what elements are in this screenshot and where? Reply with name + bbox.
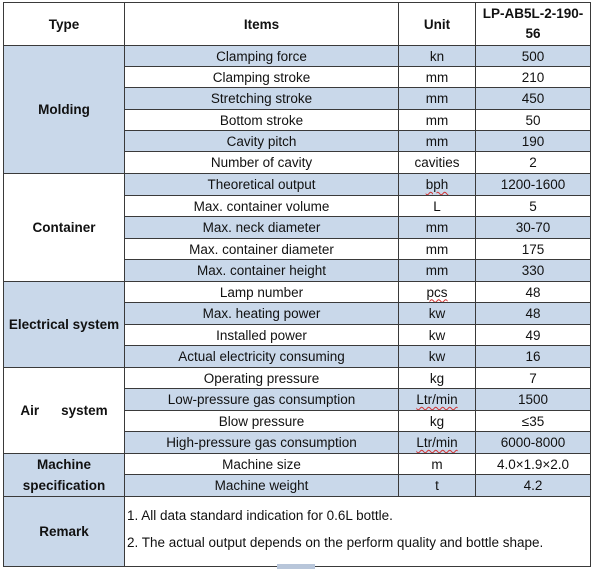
value-cell: 30-70 xyxy=(476,217,591,239)
item-cell: Clamping stroke xyxy=(125,67,399,88)
table-row xyxy=(4,282,591,303)
item-cell: Theoretical output xyxy=(125,174,399,196)
value-cell: 1200-1600 xyxy=(476,174,591,196)
type-remark: Remark xyxy=(4,497,125,567)
type-container: Container xyxy=(4,174,125,282)
item-cell: Machine weight xyxy=(125,475,399,497)
unit-cell: mm xyxy=(399,217,476,239)
header-unit: Unit xyxy=(399,3,476,46)
table-row xyxy=(4,46,591,67)
item-cell: Max. heating power xyxy=(125,303,399,325)
remark-cell xyxy=(125,497,591,567)
item-cell: Actual electricity consuming xyxy=(125,346,399,368)
header-model: LP-AB5L-2-190-56 xyxy=(476,3,591,46)
value-cell: 450 xyxy=(476,88,591,110)
unit-cell: Ltr/min xyxy=(399,432,476,454)
value-cell: 48 xyxy=(476,282,591,303)
value-cell: 1500 xyxy=(476,389,591,411)
item-cell: Low-pressure gas consumption xyxy=(125,389,399,411)
value-cell: 6000-8000 xyxy=(476,432,591,454)
type-electrical-system: Electrical system xyxy=(4,282,125,368)
unit-cell: kg xyxy=(399,368,476,389)
item-cell: Max. neck diameter xyxy=(125,217,399,239)
unit-cell: bph xyxy=(399,174,476,196)
value-cell: 7 xyxy=(476,368,591,389)
table-row xyxy=(4,368,591,389)
unit-cell: mm xyxy=(399,239,476,260)
item-cell: Operating pressure xyxy=(125,368,399,389)
table-row xyxy=(4,454,591,475)
unit-cell: cavities xyxy=(399,152,476,174)
type-molding: Molding xyxy=(4,46,125,174)
item-cell: Blow pressure xyxy=(125,411,399,432)
item-cell: Cavity pitch xyxy=(125,131,399,152)
unit-cell: pcs xyxy=(399,282,476,303)
value-cell: 48 xyxy=(476,303,591,325)
remark-line-1: 1. All data standard indication for 0.6L bottle. xyxy=(127,507,393,523)
unit-cell: t xyxy=(399,475,476,497)
remark-line-2: 2. The actual output depends on the perform quality and bottle shape. xyxy=(127,534,544,550)
value-cell: ≤35 xyxy=(476,411,591,432)
value-cell: 49 xyxy=(476,325,591,346)
unit-cell: Ltr/min xyxy=(399,389,476,411)
header-type: Type xyxy=(4,3,125,46)
table-row xyxy=(4,174,591,196)
item-cell: Max. container diameter xyxy=(125,239,399,260)
item-cell: Max. container volume xyxy=(125,196,399,217)
remark-row xyxy=(4,497,591,567)
unit-cell: mm xyxy=(399,67,476,88)
item-cell: Lamp number xyxy=(125,282,399,303)
value-cell: 210 xyxy=(476,67,591,88)
unit-cell: kw xyxy=(399,325,476,346)
value-cell: 175 xyxy=(476,239,591,260)
type-air-system: Air system xyxy=(4,368,125,454)
item-cell: Bottom stroke xyxy=(125,110,399,131)
value-cell: 500 xyxy=(476,46,591,67)
item-cell: Machine size xyxy=(125,454,399,475)
value-cell: 4.2 xyxy=(476,475,591,497)
item-cell: Number of cavity xyxy=(125,152,399,174)
value-cell: 330 xyxy=(476,260,591,282)
value-cell: 190 xyxy=(476,131,591,152)
unit-cell: kw xyxy=(399,303,476,325)
value-cell: 5 xyxy=(476,196,591,217)
item-cell: Installed power xyxy=(125,325,399,346)
header-row xyxy=(4,3,591,46)
spec-table xyxy=(3,2,591,567)
unit-cell: kw xyxy=(399,346,476,368)
value-cell: 4.0×1.9×2.0 xyxy=(476,454,591,475)
unit-cell: mm xyxy=(399,260,476,282)
item-cell: Stretching stroke xyxy=(125,88,399,110)
unit-cell: mm xyxy=(399,131,476,152)
unit-cell: m xyxy=(399,454,476,475)
unit-cell: mm xyxy=(399,88,476,110)
unit-cell: mm xyxy=(399,110,476,131)
value-cell: 16 xyxy=(476,346,591,368)
type-machine-specification: Machine specification xyxy=(4,454,125,497)
unit-cell: kn xyxy=(399,46,476,67)
unit-cell: kg xyxy=(399,411,476,432)
header-items: Items xyxy=(125,3,399,46)
item-cell: Max. container height xyxy=(125,260,399,282)
unit-cell: L xyxy=(399,196,476,217)
bottom-edge-marker xyxy=(277,564,315,569)
item-cell: Clamping force xyxy=(125,46,399,67)
item-cell: High-pressure gas consumption xyxy=(125,432,399,454)
value-cell: 50 xyxy=(476,110,591,131)
value-cell: 2 xyxy=(476,152,591,174)
